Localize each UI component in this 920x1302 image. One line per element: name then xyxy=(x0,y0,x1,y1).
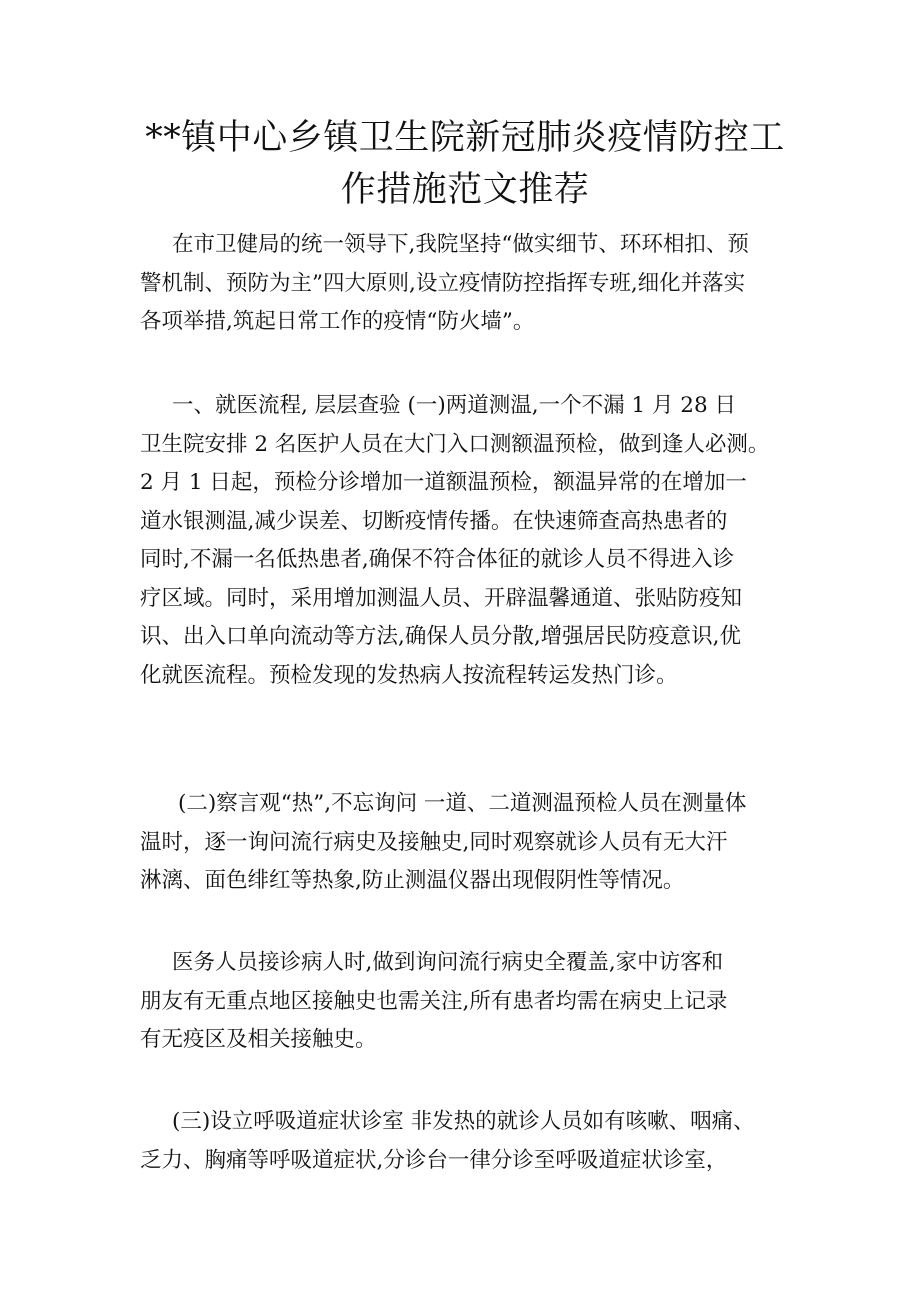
text-line: 同时,不漏一名低热患者,确保不符合体征的就诊人员不得进入诊 xyxy=(140,547,735,572)
paragraph-section-1 xyxy=(140,387,800,695)
document-title xyxy=(140,112,790,216)
title-line: 作措施范文推荐 xyxy=(340,170,590,210)
text-line: 朋友有无重点地区接触史也需关注,所有患者均需在病史上记录 xyxy=(140,988,728,1014)
text-line: 2 月 1 日起，预检分诊增加一道额温预检，额温异常的在增加一 xyxy=(140,470,747,495)
text-line: 疗区域。同时，采用增加测温人员、开辟温馨通道、张贴防疫知 xyxy=(140,585,743,611)
paragraph-subsection-3 xyxy=(140,1103,800,1180)
text-line: 识、出入口单向流动等方法,确保人员分散,增强居民防疫意识,优 xyxy=(140,624,742,649)
text-line: 化就医流程。预检发现的发热病人按流程转运发热门诊。 xyxy=(140,662,678,688)
paragraph-subsection-2 xyxy=(140,785,800,901)
text-line: 有无疫区及相关接触史。 xyxy=(140,1027,377,1052)
paragraph-staff-inquiry xyxy=(140,944,800,1060)
text-line: (三)设立呼吸道症状诊室 非发热的就诊人员如有咳嗽、咽痛、 xyxy=(172,1109,755,1134)
text-line: 乏力、胸痛等呼吸道症状,分诊台一律分诊至呼吸道症状诊室， xyxy=(140,1147,728,1173)
text-line: 一、就医流程, 层层查验 (一)两道测温,一个不漏 1 月 28 日 xyxy=(172,393,736,418)
text-line: 道水银测温,减少误差、切断疫情传播。在快速筛查高热患者的 xyxy=(140,508,728,534)
title-line: **镇中心乡镇卫生院新冠肺炎疫情防控工 xyxy=(145,118,785,158)
text-line: 警机制、预防为主”四大原则,设立疫情防控指挥专班,细化并落实 xyxy=(140,270,746,296)
text-line: 温时，逐一询问流行病史及接触史,同时观察就诊人员有无大汗 xyxy=(140,829,728,855)
text-line: 淋漓、面色绯红等热象,防止测温仪器出现假阴性等情况。 xyxy=(140,868,685,893)
paragraph-intro xyxy=(140,226,800,342)
text-line: 各项举措,筑起日常工作的疫情“防火墙”。 xyxy=(140,309,535,334)
text-line: 在市卫健局的统一领导下,我院坚持“做实细节、环环相扣、预 xyxy=(172,232,749,257)
text-line: 卫生院安排 2 名医护人员在大门入口测额温预检，做到逢人必测。 xyxy=(140,431,770,457)
text-line: (二)察言观“热”,不忘询问 一道、二道测温预检人员在测量体 xyxy=(178,791,747,816)
text-line: 医务人员接诊病人时,做到询问流行病史全覆盖,家中访客和 xyxy=(172,950,724,975)
